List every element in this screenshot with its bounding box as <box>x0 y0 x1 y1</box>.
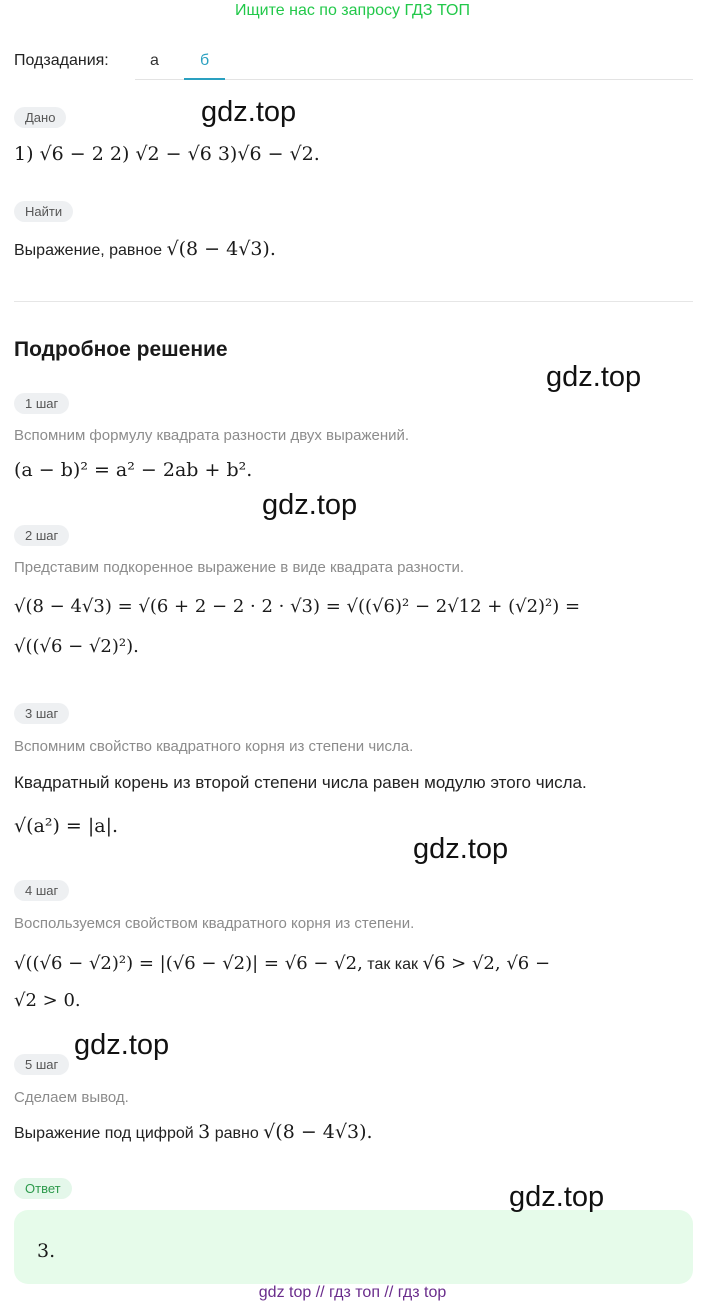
step-4-expression-line-2: √2 > 0. <box>14 990 81 1011</box>
watermark: gdz.top <box>413 833 509 865</box>
given-expression: 1) √6 − 2 2) √2 − √6 3)√6 − √2. <box>14 143 320 165</box>
step-4-text-part: так как <box>367 956 419 973</box>
step-4-expression-line-1 <box>14 953 550 974</box>
step-1-pill: 1 шаг <box>14 393 69 414</box>
subtasks-label: Подзадания: <box>14 52 109 69</box>
search-banner: Ищите нас по запросу ГДЗ ТОП <box>235 2 470 19</box>
step-5-text-2: равно <box>214 1125 259 1142</box>
answer-box <box>14 1210 693 1284</box>
watermark: gdz.top <box>74 1029 170 1061</box>
step-2-pill: 2 шаг <box>14 525 69 546</box>
step-1-expression: (a − b)² = a² − 2ab + b². <box>14 459 253 481</box>
step-3-statement: Квадратный корень из второй степени числа равен модулю этого числа. <box>14 773 587 792</box>
step-2-expression-line-2: √((√6 − √2)²). <box>14 636 139 657</box>
step-3-expression: √(a²) = |a|. <box>14 815 119 837</box>
watermark: gdz.top <box>509 1181 605 1213</box>
answer-pill: Ответ <box>14 1178 72 1199</box>
tab-b[interactable]: б <box>200 52 210 69</box>
watermark: gdz.top <box>201 96 297 128</box>
step-5-pill: 5 шаг <box>14 1054 69 1075</box>
find-text: Выражение, равное <box>14 242 163 259</box>
solution-heading: Подробное решение <box>14 338 228 361</box>
tab-a[interactable]: а <box>150 52 159 69</box>
find-statement <box>14 238 276 260</box>
step-3-hint: Вспомним свойство квадратного корня из степени числа. <box>14 738 414 755</box>
step-5-conclusion <box>14 1121 373 1143</box>
step-5-hint: Сделаем вывод. <box>14 1089 129 1106</box>
section-divider <box>14 301 693 302</box>
footer-links[interactable]: gdz top // гдз топ // гдз top <box>258 1284 447 1301</box>
answer-value: 3. <box>37 1240 56 1262</box>
step-4-pill: 4 шаг <box>14 880 69 901</box>
step-4-hint: Воспользуемся свойством квадратного корня из степени. <box>14 915 415 932</box>
find-expression: √(8 − 4√3). <box>166 238 276 260</box>
step-4-math-tail: √6 > √2, √6 − <box>422 953 551 974</box>
step-5-text: Выражение под цифрой <box>14 1125 194 1142</box>
step-5-number: 3 <box>198 1121 211 1143</box>
watermark: gdz.top <box>546 361 642 393</box>
given-pill: Дано <box>14 107 66 128</box>
active-tab-indicator <box>184 78 225 80</box>
step-5-expression: √(8 − 4√3). <box>263 1121 373 1143</box>
step-1-hint: Вспомним формулу квадрата разности двух выражений. <box>14 427 410 444</box>
step-2-hint: Представим подкоренное выражение в виде квадрата разности. <box>14 559 465 576</box>
step-2-expression-line-1: √(8 − 4√3) = √(6 + 2 − 2 · 2 · √3) = √((√6)² − 2√12 + (√2)²) = <box>14 596 581 617</box>
watermark: gdz.top <box>262 489 358 521</box>
step-3-pill: 3 шаг <box>14 703 69 724</box>
step-4-math-part: √((√6 − √2)²) = |(√6 − √2)| = √6 − √2, <box>14 953 363 974</box>
find-pill: Найти <box>14 201 73 222</box>
